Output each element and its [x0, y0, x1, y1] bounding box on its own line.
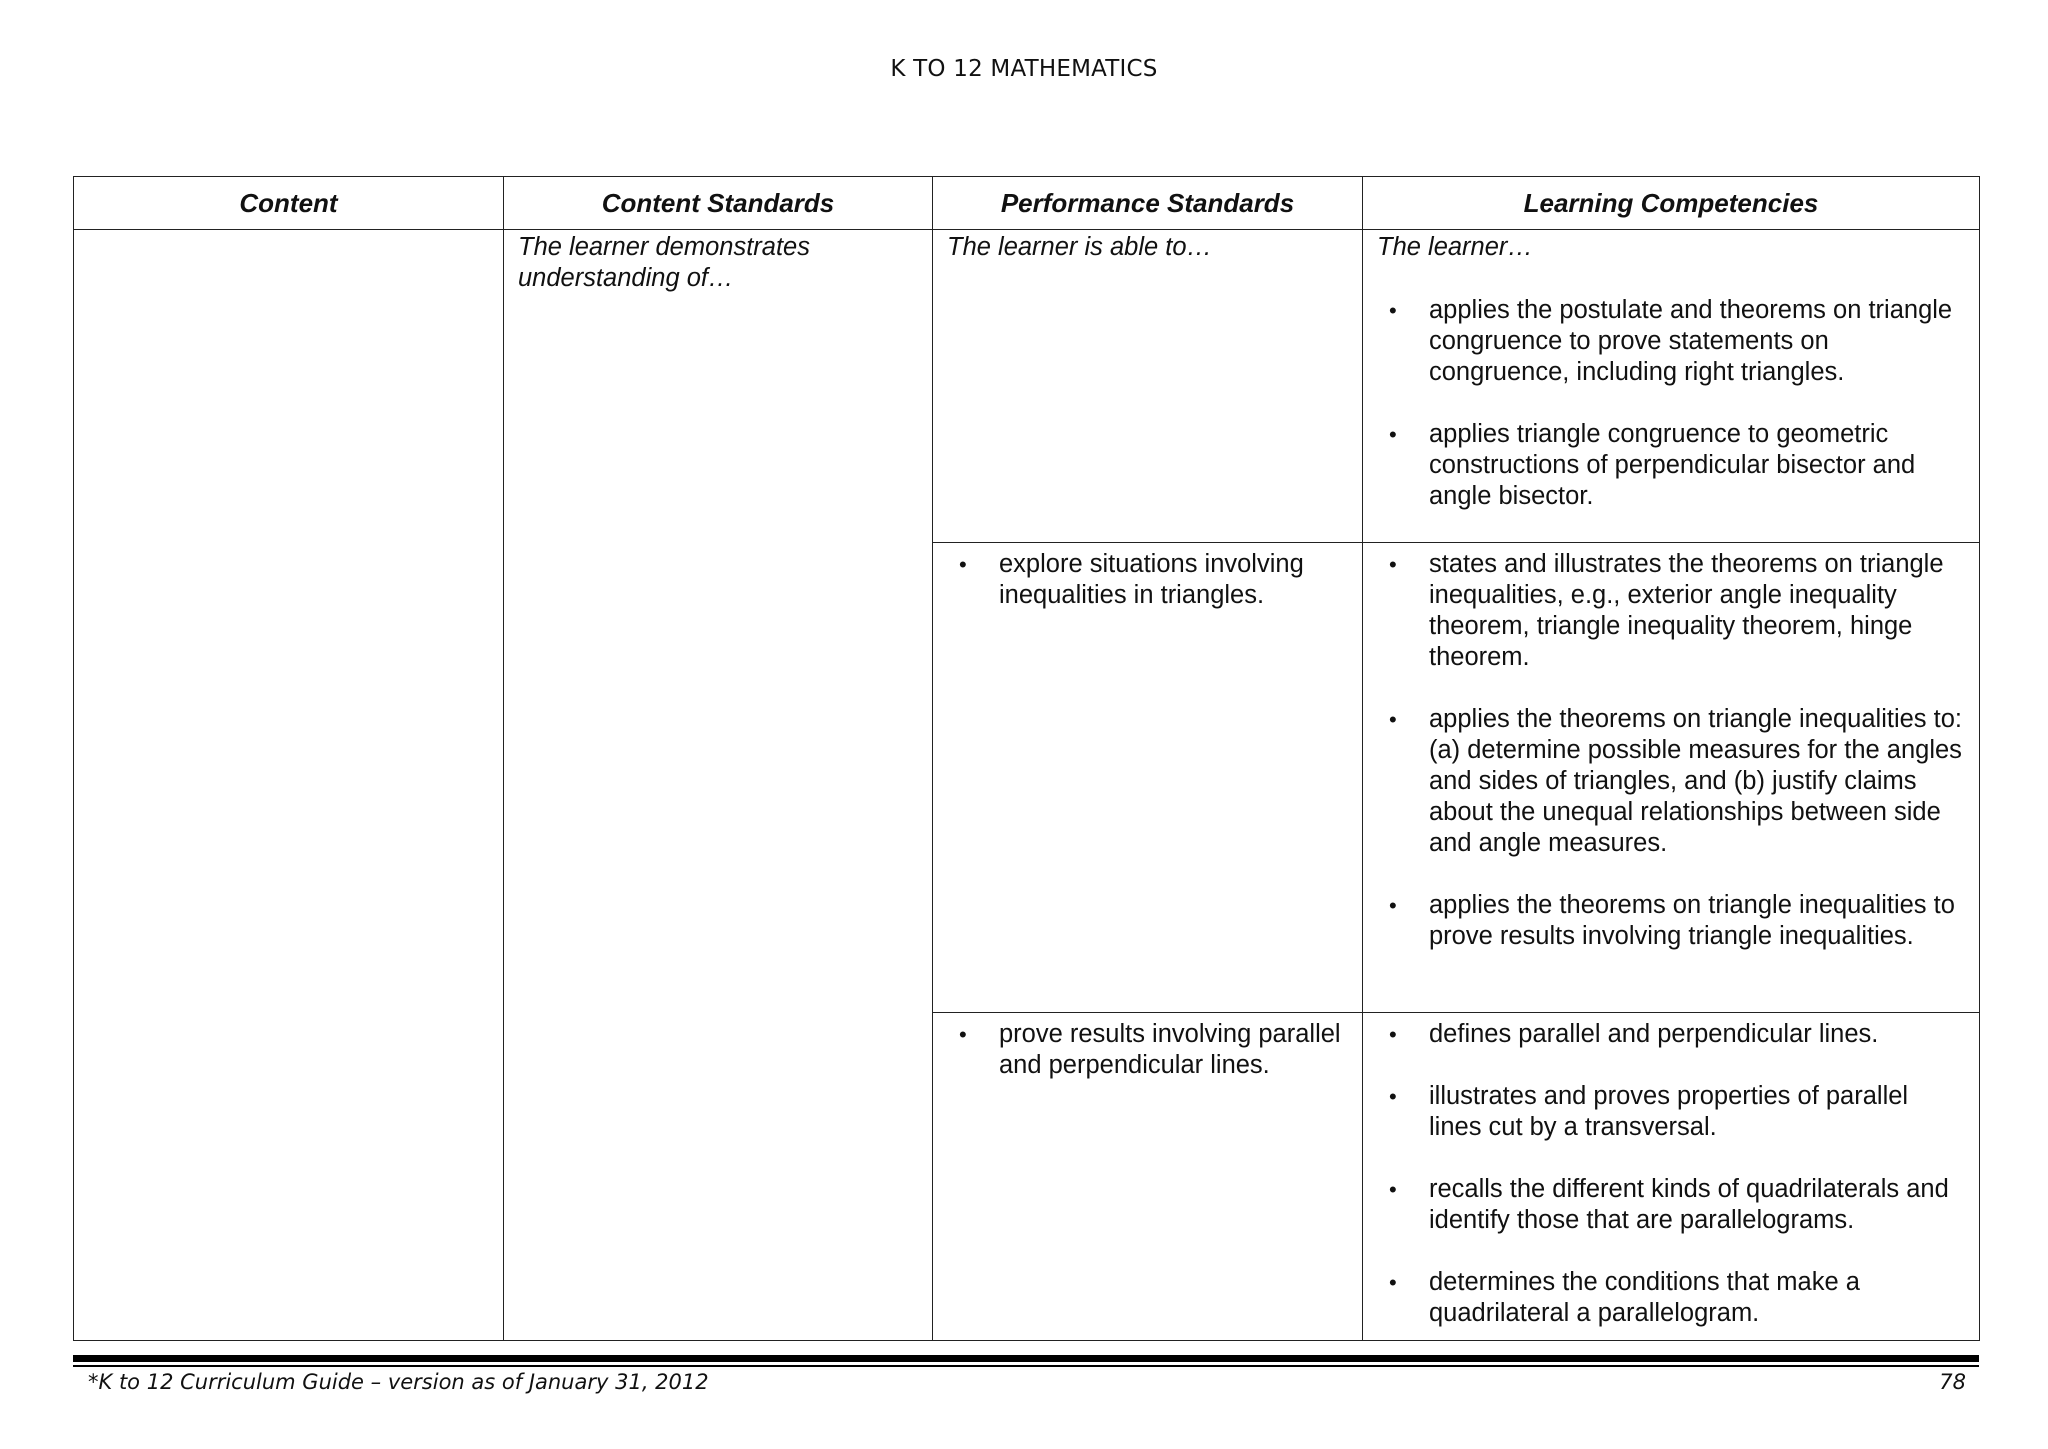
- list-item: • prove results involving parallel and perpendicular lines.: [959, 1020, 1341, 1079]
- competencies-intro: The learner…: [1377, 233, 1533, 261]
- footer-note: *K to 12 Curriculum Guide – version as of January 31, 2012: [88, 1370, 709, 1394]
- competencies-cell: [1363, 230, 1980, 543]
- list-item: • applies triangle congruence to geometric constructions of perpendicular bisector and angle bisector.: [1389, 420, 1916, 510]
- bullet-icon: •: [1389, 552, 1397, 577]
- bullet-icon: •: [959, 1022, 967, 1047]
- header-content-standards: Content Standards: [504, 177, 933, 230]
- competencies-cell: [1363, 543, 1980, 1013]
- header-learning-competencies: Learning Competencies: [1363, 177, 1980, 230]
- list-item: • states and illustrates the theorems on triangle inequalities, e.g., exterior angle inequality theorem, triangle inequality theorem, hinge theorem.: [1389, 550, 1944, 671]
- bullet-icon: •: [1389, 1177, 1397, 1202]
- bullet-icon: •: [1389, 1084, 1397, 1109]
- competency-list: [1377, 295, 1967, 512]
- list-item: • explore situations involving inequalities in triangles.: [959, 550, 1304, 609]
- performance-intro: The learner is able to…: [947, 233, 1213, 261]
- bullet-icon: •: [959, 552, 967, 577]
- bullet-icon: •: [1389, 1022, 1397, 1047]
- bullet-icon: •: [1389, 298, 1397, 323]
- list-item: • applies the postulate and theorems on triangle congruence to prove statements on congruence, including right triangles.: [1389, 296, 1953, 386]
- page-number: 78: [1939, 1370, 1966, 1394]
- competency-list: [1377, 549, 1967, 952]
- bullet-icon: •: [1389, 1270, 1397, 1295]
- content-standards-intro: The learner demonstrates understanding of…: [518, 233, 810, 292]
- list-item: • recalls the different kinds of quadrilaterals and identify those that are parallelograms.: [1389, 1175, 1949, 1234]
- performance-list: [947, 549, 1350, 611]
- bullet-icon: •: [1389, 422, 1397, 447]
- list-item: • illustrates and proves properties of parallel lines cut by a transversal.: [1389, 1082, 1909, 1141]
- performance-cell: [933, 543, 1363, 1013]
- performance-list: [947, 1019, 1350, 1081]
- list-item: • applies the theorems on triangle inequalities to: (a) determine possible measures for the angles and sides of triangles, and (b) justify claims about the unequal relationships between side and angle measures.: [1389, 705, 1962, 857]
- list-item: • defines parallel and perpendicular lines.: [1389, 1020, 1879, 1048]
- footer-divider: [73, 1355, 1979, 1367]
- list-item: • applies the theorems on triangle inequalities to prove results involving triangle inequalities.: [1389, 891, 1955, 950]
- bullet-icon: •: [1389, 707, 1397, 732]
- bullet-icon: •: [1389, 893, 1397, 918]
- performance-cell: [933, 1013, 1363, 1341]
- competencies-cell: [1363, 1013, 1980, 1341]
- header-content: Content: [74, 177, 504, 230]
- page-header: K TO 12 MATHEMATICS: [890, 56, 1158, 82]
- competency-list: [1377, 1019, 1967, 1329]
- table-row: [74, 230, 1980, 543]
- table-header-row: [74, 177, 1980, 230]
- curriculum-table: [73, 176, 1980, 1341]
- content-cell: [74, 230, 504, 1341]
- content-standards-cell: [504, 230, 933, 1341]
- performance-cell: [933, 230, 1363, 543]
- header-performance-standards: Performance Standards: [933, 177, 1363, 230]
- list-item: • determines the conditions that make a quadrilateral a parallelogram.: [1389, 1268, 1860, 1327]
